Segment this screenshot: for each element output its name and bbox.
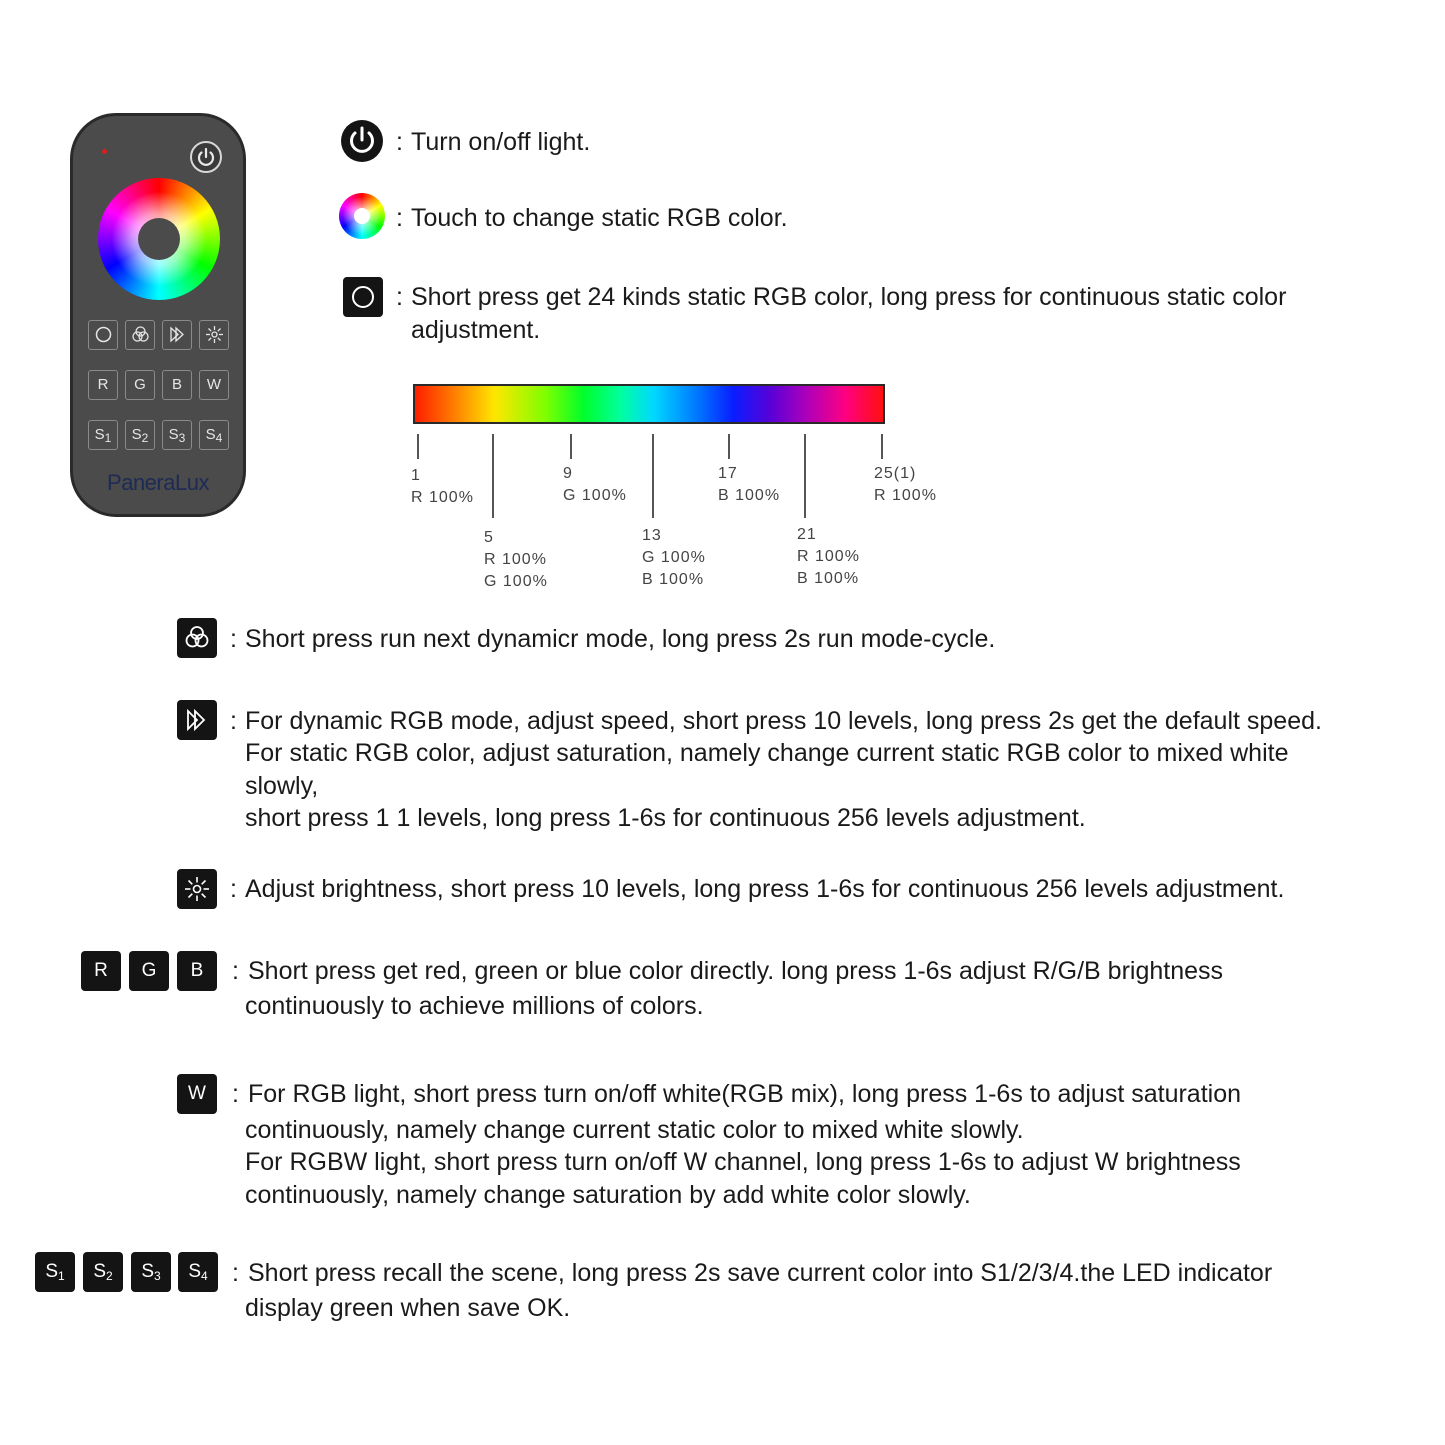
spectrum-tick <box>417 434 419 459</box>
spectrum-marker-label: 9 G 100% <box>563 465 627 504</box>
remote-s3-key[interactable]: $S_3$ <box>162 420 192 450</box>
rgb-description-line1: Short press get red, green or blue color directly. long press 1-6s adjust R/G/B brightness <box>248 957 1224 985</box>
rgb-spectrum-bar <box>413 384 885 424</box>
w-description-line2: continuously, namely change current static color to mixed white slowly. <box>245 1116 1024 1144</box>
s1-key-icon: $S_1$ <box>35 1252 75 1292</box>
wheel-description: Touch to change static RGB color. <box>411 204 788 232</box>
brightness-description: Adjust brightness, short press 10 levels, long press 1-6s for continuous 256 levels adjustment. <box>245 875 1285 903</box>
mode-description: Short press run next dynamicr mode, long press 2s run mode-cycle. <box>245 625 996 653</box>
wheel-colon: : <box>396 204 403 232</box>
brightness-key-icon <box>177 869 217 909</box>
remote-r-key[interactable]: R <box>88 370 118 400</box>
spectrum-tick <box>570 434 572 459</box>
brand-logo: PaneraLux <box>107 470 209 495</box>
static-color-key-icon <box>343 277 383 317</box>
remote-control <box>70 113 246 517</box>
three-circles-icon <box>177 618 217 658</box>
s4-key-icon: $S_4$ <box>178 1252 218 1292</box>
w-colon: : <box>232 1080 239 1108</box>
w-key-icon: W <box>177 1074 217 1114</box>
static-description-line2: adjustment. <box>411 316 541 344</box>
three-circles-icon <box>127 321 154 348</box>
spectrum-marker-label: 17 B 100% <box>718 465 781 504</box>
speed-description-line4: short press 1 1 levels, long press 1-6s for continuous 256 levels adjustment. <box>245 804 1086 832</box>
double-play-icon <box>177 700 217 740</box>
s3-key-icon: $S_3$ <box>131 1252 171 1292</box>
spectrum-tick <box>804 434 806 518</box>
spectrum-tick <box>728 434 730 459</box>
remote-s4-key[interactable]: $S_4$ <box>199 420 229 450</box>
scenes-description-line2: display green when save OK. <box>245 1294 571 1322</box>
remote-s2-key[interactable]: $S_2$ <box>125 420 155 450</box>
spectrum-tick <box>652 434 654 518</box>
remote-b-key[interactable]: B <box>162 370 192 400</box>
rgb-description-line2: continuously to achieve millions of colors. <box>245 992 704 1020</box>
power-icon <box>192 143 220 171</box>
double-play-icon <box>164 321 191 348</box>
spectrum-marker-label: 21 R 100% B 100% <box>797 526 860 587</box>
spectrum-marker-label: 1 R 100% <box>411 467 474 506</box>
w-description-line1: For RGB light, short press turn on/off white(RGB mix), long press 1-6s to adjust saturation <box>248 1080 1242 1108</box>
scenes-colon: : <box>232 1259 239 1287</box>
speed-description-line1: For dynamic RGB mode, adjust speed, short press 10 levels, long press 2s get the default speed. <box>245 707 1322 735</box>
spectrum-tick <box>492 434 494 518</box>
remote-w-key[interactable]: W <box>199 370 229 400</box>
sun-icon <box>177 869 217 909</box>
power-description: Turn on/off light. <box>411 128 591 156</box>
spectrum-tick <box>881 434 883 459</box>
brightness-colon: : <box>230 875 237 903</box>
remote-g-key[interactable]: G <box>125 370 155 400</box>
static-description-line1: Short press get 24 kinds static RGB color, long press for continuous static color <box>411 283 1287 311</box>
speed-colon: : <box>230 707 237 735</box>
rgb-colon: : <box>232 957 239 985</box>
circle-icon <box>343 277 383 317</box>
circle-icon <box>90 321 117 348</box>
g-key-icon: G <box>129 951 169 991</box>
spectrum-marker-label: 13 G 100% B 100% <box>642 527 706 588</box>
speed-description-line2: For static RGB color, adjust saturation, namely change current static RGB color to mixed white <box>245 739 1289 767</box>
s2-key-icon: $S_2$ <box>83 1252 123 1292</box>
speed-description-line3: slowly, <box>245 772 319 800</box>
remote-static-color-key[interactable] <box>88 320 118 350</box>
remote-power-button[interactable] <box>190 141 222 173</box>
remote-mode-key[interactable] <box>125 320 155 350</box>
color-wheel-center <box>138 218 180 260</box>
spectrum-marker-label: 5 R 100% G 100% <box>484 529 548 590</box>
sun-icon <box>201 321 228 348</box>
power-icon <box>340 119 384 163</box>
color-wheel-icon <box>339 193 385 239</box>
w-description-line4: continuously, namely change saturation by add white color slowly. <box>245 1181 971 1209</box>
r-key-icon: R <box>81 951 121 991</box>
w-description-line3: For RGBW light, short press turn on/off W channel, long press 1-6s to adjust W brightness <box>245 1148 1241 1176</box>
remote-color-wheel[interactable] <box>98 178 220 300</box>
static-colon: : <box>396 283 403 311</box>
mode-key-icon <box>177 618 217 658</box>
power-colon: : <box>396 128 403 156</box>
remote-speed-key[interactable] <box>162 320 192 350</box>
spectrum-marker-label: 25(1) R 100% <box>874 465 937 504</box>
b-key-icon: B <box>177 951 217 991</box>
remote-brightness-key[interactable] <box>199 320 229 350</box>
led-indicator <box>102 149 107 154</box>
mode-colon: : <box>230 625 237 653</box>
speed-key-icon <box>177 700 217 740</box>
remote-s1-key[interactable]: $S_1$ <box>88 420 118 450</box>
scenes-description-line1: Short press recall the scene, long press 2s save current color into S1/2/3/4.the LED indicator <box>248 1259 1273 1287</box>
